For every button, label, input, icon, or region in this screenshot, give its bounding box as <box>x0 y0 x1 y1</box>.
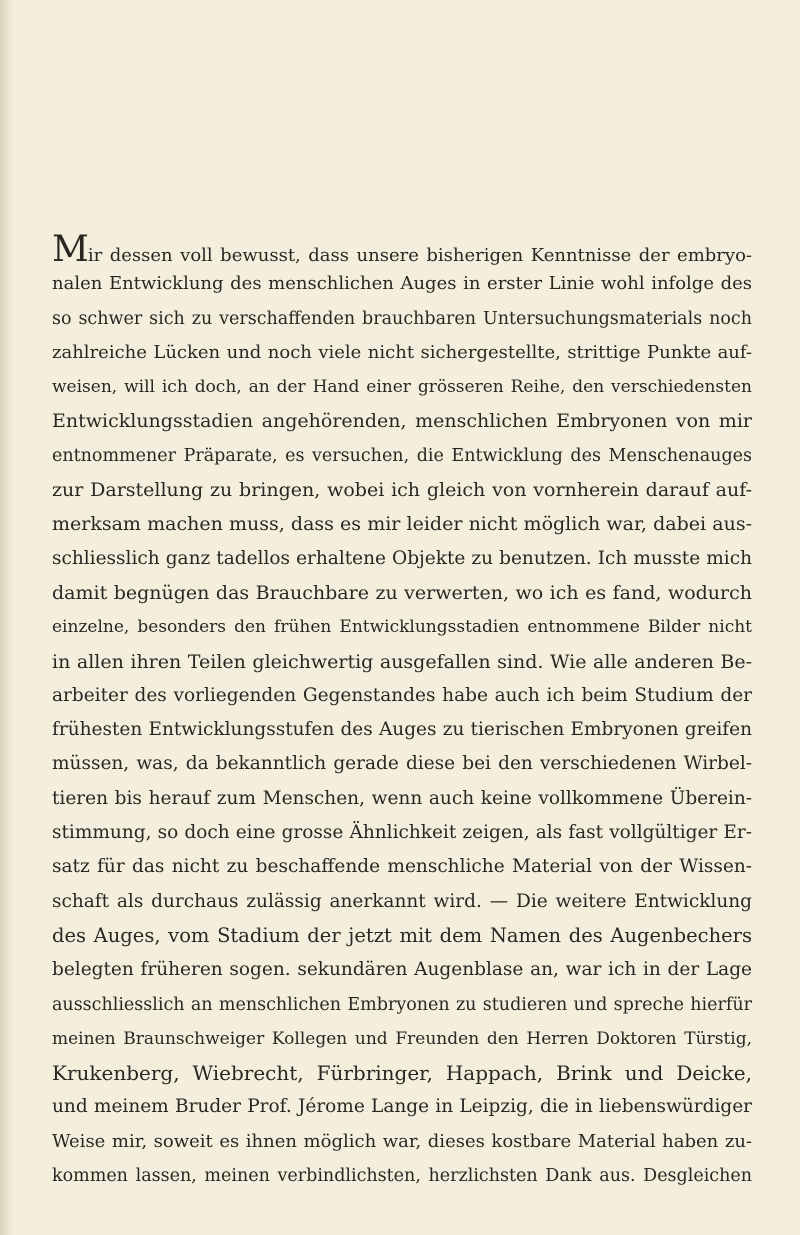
text-line-7: entnommener Präparate, es versuchen, die Entwicklung des Menschenauges <box>52 445 752 466</box>
text-line-25: Krukenberg, Wiebrecht, Fürbringer, Happach, Brink und Deicke, <box>52 1061 752 1086</box>
text-line-27: Weise mir, soweit es ihnen möglich war, dieses kostbare Material haben zu- <box>52 1130 752 1152</box>
text-line-20: schaft als durchaus zulässig anerkannt wird. — Die weitere Entwicklung <box>52 890 752 912</box>
text-line-10: schliesslich ganz tadellos erhaltene Objekte zu benutzen. Ich musste mich <box>52 547 752 569</box>
text-line-6: Entwicklungsstadien angehörenden, menschlichen Embryonen von mir <box>52 410 752 433</box>
text-line-15: frühesten Entwicklungsstufen des Auges zu tierischen Embryonen greifen <box>52 719 752 741</box>
text-line-5: weisen, will ich doch, an der Hand einer grösseren Reihe, den verschiedensten <box>52 377 752 398</box>
text-line-21: des Auges, vom Stadium der jetzt mit dem Namen des Augenbechers <box>52 923 752 947</box>
text-line-17: tieren bis herauf zum Menschen, wenn auch keine vollkommene Überein- <box>52 787 752 809</box>
text-line-19: satz für das nicht zu beschaffende menschliche Material von der Wissen- <box>52 856 752 878</box>
text-line-24: meinen Braunschweiger Kollegen und Freunden den Herren Doktoren Türstig, <box>52 1028 752 1049</box>
line-1-rest: ir dessen voll bewusst, dass unsere bisherigen Kenntnisse der embryo- <box>87 245 752 266</box>
text-line-12: einzelne, besonders den frühen Entwicklungsstadien entnommene Bilder nicht <box>52 617 752 638</box>
text-line-1 <box>52 229 752 270</box>
text-line-8: zur Darstellung zu bringen, wobei ich gleich von vornherein darauf auf- <box>52 479 752 502</box>
text-line-3: so schwer sich zu verschaffenden brauchbaren Untersuchungsmaterials noch <box>52 308 752 329</box>
text-line-11: damit begnügen das Brauchbare zu verwerten, wo ich es fand, wodurch <box>52 581 752 604</box>
text-line-13: in allen ihren Teilen gleichwertig ausgefallen sind. Wie alle anderen Be- <box>52 650 752 673</box>
text-line-4: zahlreiche Lücken und noch viele nicht sichergestellte, strittige Punkte auf- <box>52 341 752 363</box>
text-line-22: belegten früheren sogen. sekundären Augenblase an, war ich in der Lage <box>52 959 752 981</box>
text-line-28: kommen lassen, meinen verbindlichsten, herzlichsten Dank aus. Desgleichen <box>52 1166 752 1187</box>
drop-initial: M <box>52 229 88 270</box>
text-line-23: ausschliesslich an menschlichen Embryonen zu studieren und spreche hierfür <box>52 994 752 1015</box>
text-line-2: nalen Entwicklung des menschlichen Auges in erster Linie wohl infolge des <box>52 273 752 295</box>
body-text <box>52 229 752 1193</box>
text-line-18: stimmung, so doch eine grosse Ähnlichkeit zeigen, als fast vollgültiger Er- <box>52 822 752 844</box>
text-line-9: merksam machen muss, dass es mir leider nicht möglich war, dabei aus- <box>52 513 752 536</box>
text-line-16: müssen, was, da bekanntlich gerade diese bei den verschiedenen Wirbel- <box>52 753 752 775</box>
text-line-14: arbeiter des vorliegenden Gegenstandes habe auch ich beim Studium der <box>52 684 752 706</box>
text-line-26: und meinem Bruder Prof. Jérome Lange in Leipzig, die in liebenswürdiger <box>52 1096 752 1118</box>
page-edge-shadow <box>0 0 14 1235</box>
